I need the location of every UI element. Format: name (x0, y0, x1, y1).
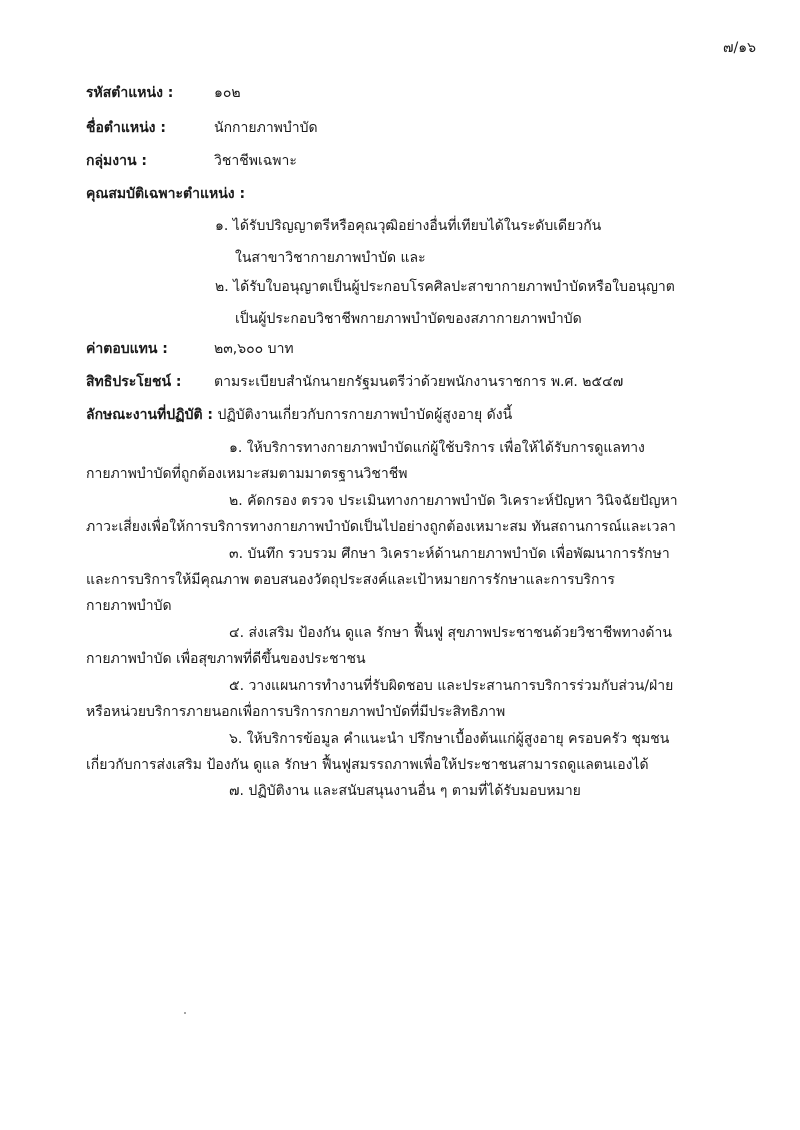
benefits-row (86, 371, 624, 393)
position-name-value: นักกายภาพบำบัด (214, 120, 318, 136)
duty-line: หรือหน่วยบริการภายนอกเพื่อการบริการกายภาพบำบัดที่มีประสิทธิภาพ (86, 704, 506, 720)
duty-line: กายภาพบำบัด (86, 598, 172, 614)
salary-label: ค่าตอบแทน : (86, 341, 168, 357)
duty-item-3: ๓. บันทึก รวบรวม ศึกษา วิเคราะห์ด้านกายภาพบำบัด เพื่อพัฒนาการรักษา (229, 546, 670, 562)
page-number: ๗/๑๖ (722, 40, 756, 56)
salary-row (86, 338, 294, 360)
duty-item-2: ๒. คัดกรอง ตรวจ ประเมินทางกายภาพบำบัด วิเคราะห์ปัญหา วินิจฉัยปัญหา (229, 493, 678, 509)
position-code-value: ๑๐๒ (214, 85, 241, 101)
work-group-label: กลุ่มงาน : (86, 153, 148, 169)
position-code-label: รหัสตำแหน่ง : (86, 85, 174, 101)
duty-item-5: ๕. วางแผนการทำงานที่รับผิดชอบ และประสานการบริการร่วมกับส่วน/ฝ่าย (229, 678, 674, 694)
work-group-row (86, 150, 297, 172)
qualification-item-1 (215, 215, 601, 269)
duty-item-4: ๔. ส่งเสริม ป้องกัน ดูแล รักษา ฟื้นฟู สุขภาพประชาชนด้วยวิชาชีพทางด้าน (229, 625, 672, 641)
duty-line: ภาวะเสี่ยงเพื่อให้การบริการทางกายภาพบำบัดเป็นไปอย่างถูกต้องเหมาะสม ทันสถานการณ์และเวลา (86, 519, 676, 535)
position-name-row (86, 117, 318, 139)
qualification-line: เป็นผู้ประกอบวิชาชีพกายภาพบำบัดของสภากายภาพบำบัด (235, 311, 582, 327)
salary-value: ๒๓,๖๐๐ บาท (214, 341, 294, 357)
duties-heading-value: ปฏิบัติงานเกี่ยวกับการกายภาพบำบัดผู้สูงอายุ ดังนี้ (217, 407, 513, 423)
qualification-item-2 (215, 276, 675, 330)
work-group-value: วิชาชีพเฉพาะ (214, 153, 297, 169)
benefits-value: ตามระเบียบสำนักนายกรัฐมนตรีว่าด้วยพนักงานราชการ พ.ศ. ๒๕๔๗ (214, 374, 624, 390)
duties-heading (86, 404, 512, 426)
duty-line: เกี่ยวกับการส่งเสริม ป้องกัน ดูแล รักษา ฟื้นฟูสมรรถภาพเพื่อให้ประชาชนสามารถดูแลตนเองได้ (86, 757, 649, 773)
duty-line: และการบริการให้มีคุณภาพ ตอบสนองวัตถุประสงค์และเป้าหมายการรักษาและการบริการ (86, 572, 615, 588)
qualification-line: ๒. ได้รับใบอนุญาตเป็นผู้ประกอบโรคศิลปะสาขากายภาพบำบัดหรือใบอนุญาต (215, 279, 675, 295)
qualification-line: ๑. ได้รับปริญญาตรีหรือคุณวุฒิอย่างอื่นที่เทียบได้ในระดับเดียวกัน (215, 218, 602, 234)
duties-heading-label: ลักษณะงานที่ปฏิบัติ : (86, 407, 214, 423)
duty-item-7: ๗. ปฏิบัติงาน และสนับสนุนงานอื่น ๆ ตามที่ได้รับมอบหมาย (229, 783, 581, 799)
duty-line: กายภาพบำบัดที่ถูกต้องเหมาะสมตามมาตรฐานวิชาชีพ (86, 466, 408, 482)
qualification-line: ในสาขาวิชากายภาพบำบัด และ (235, 250, 426, 266)
position-code-row (86, 82, 241, 104)
qualifications-heading: คุณสมบัติเฉพาะตำแหน่ง : (86, 186, 246, 202)
benefits-label: สิทธิประโยชน์ : (86, 374, 182, 390)
position-name-label: ชื่อตำแหน่ง : (86, 120, 166, 136)
scan-speck (184, 1012, 186, 1014)
duty-item-1: ๑. ให้บริการทางกายภาพบำบัดแก่ผู้ใช้บริการ เพื่อให้ได้รับการดูแลทาง (229, 440, 645, 456)
duty-item-6: ๖. ให้บริการข้อมูล คำแนะนำ ปรึกษาเบื้องต้นแก่ผู้สูงอายุ ครอบครัว ชุมชน (229, 731, 670, 747)
duty-line: กายภาพบำบัด เพื่อสุขภาพที่ดีขึ้นของประชาชน (86, 651, 366, 667)
